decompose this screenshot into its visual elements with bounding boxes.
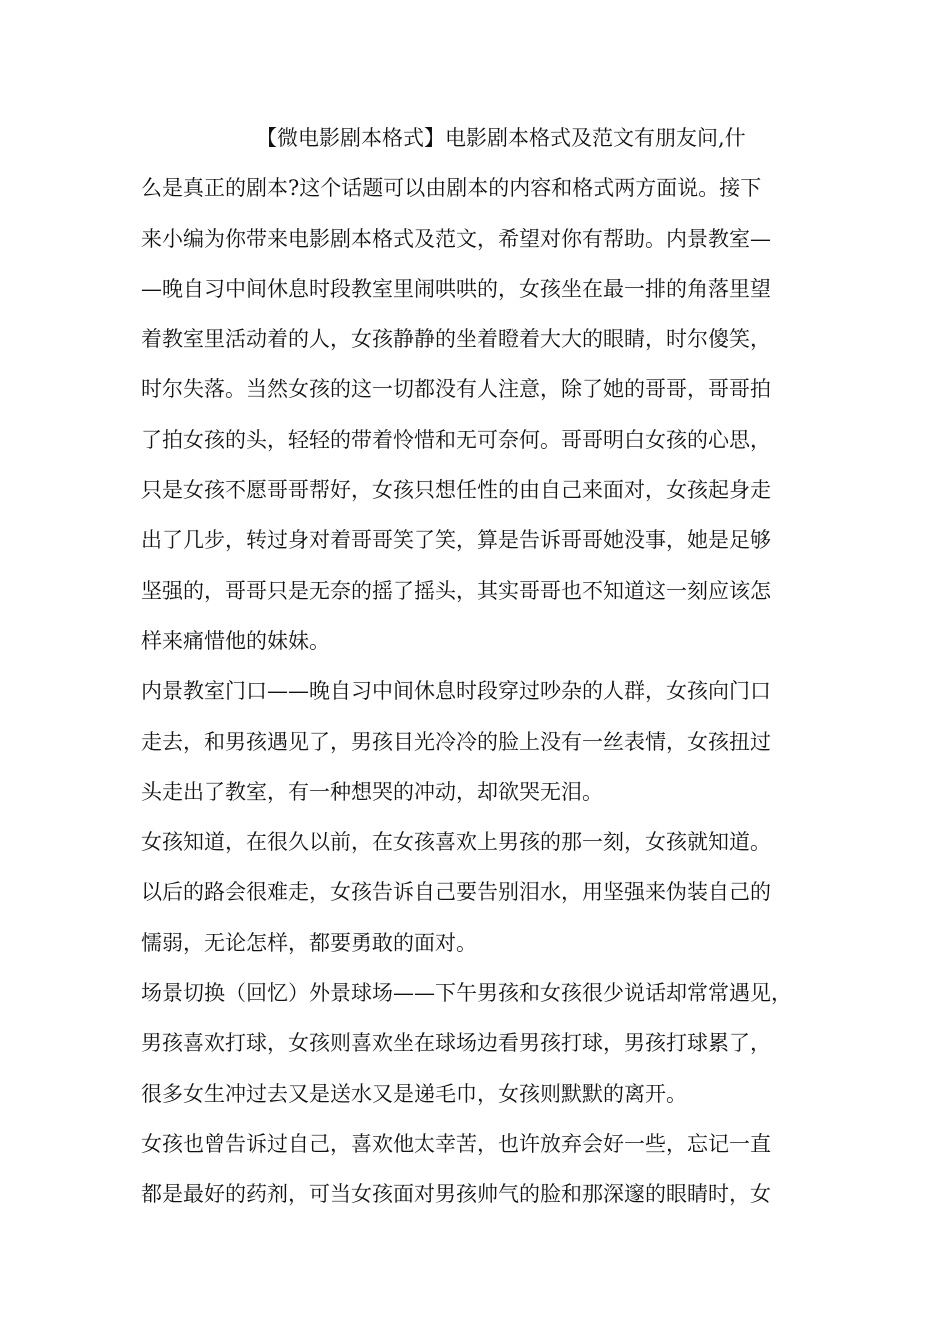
text-line: 很多女生冲过去又是送水又是递毛巾，女孩则默默的离开。: [141, 1081, 687, 1106]
text-line: 内景教室门口——晚自习中间休息时段穿过吵杂的人群，女孩向门口: [141, 679, 771, 704]
text-line: 出了几步，转过身对着哥哥笑了笑，算是告诉哥哥她没事，她是足够: [141, 528, 771, 553]
document-body: [141, 113, 831, 1220]
text-line: 都是最好的药剂，可当女孩面对男孩帅气的脸和那深邃的眼睛时，女: [141, 1182, 771, 1207]
text-line: 以后的路会很难走，女孩告诉自己要告别泪水，用坚强来伪装自己的: [141, 880, 771, 905]
text-line: 只是女孩不愿哥哥帮好，女孩只想任性的由自己来面对，女孩起身走: [141, 478, 771, 503]
text-line: 来小编为你带来电影剧本格式及范文，希望对你有帮助。内景教室—: [141, 226, 771, 251]
text-line: 头走出了教室，有一种想哭的冲动，却欲哭无泪。: [141, 779, 603, 804]
text-line: 男孩喜欢打球，女孩则喜欢坐在球场边看男孩打球，男孩打球累了，: [141, 1031, 771, 1056]
text-line: 着教室里活动着的人，女孩静静的坐着瞪着大大的眼睛，时尔傻笑，: [141, 327, 771, 352]
text-line: 走去，和男孩遇见了，男孩目光冷冷的脸上没有一丝表情，女孩扭过: [141, 729, 771, 754]
text-line: 女孩知道，在很久以前，在女孩喜欢上男孩的那一刻，女孩就知道。: [141, 830, 771, 855]
text-line: 么是真正的剧本?这个话题可以由剧本的内容和格式两方面说。接下: [141, 176, 762, 201]
text-line: 场景切换（回忆）外景球场——下午男孩和女孩很少说话却常常遇见，: [141, 981, 792, 1006]
text-line: 了拍女孩的头，轻轻的带着怜惜和无可奈何。哥哥明白女孩的心思，: [141, 427, 771, 452]
text-line: 【微电影剧本格式】电影剧本格式及范文有朋友问,什: [256, 126, 746, 150]
text-line: 懦弱，无论怎样，都要勇敢的面对。: [141, 930, 477, 955]
text-line: 样来痛惜他的妹妹。: [141, 628, 330, 653]
text-line: 坚强的，哥哥只是无奈的摇了摇头，其实哥哥也不知道这一刻应该怎: [141, 578, 771, 603]
text-line: 时尔失落。当然女孩的这一切都没有人注意，除了她的哥哥，哥哥拍: [141, 377, 771, 402]
text-line: 女孩也曾告诉过自己，喜欢他太幸苦，也许放弃会好一些，忘记一直: [141, 1131, 771, 1156]
text-line: —晚自习中间休息时段教室里闹哄哄的，女孩坐在最一排的角落里望: [141, 276, 771, 301]
